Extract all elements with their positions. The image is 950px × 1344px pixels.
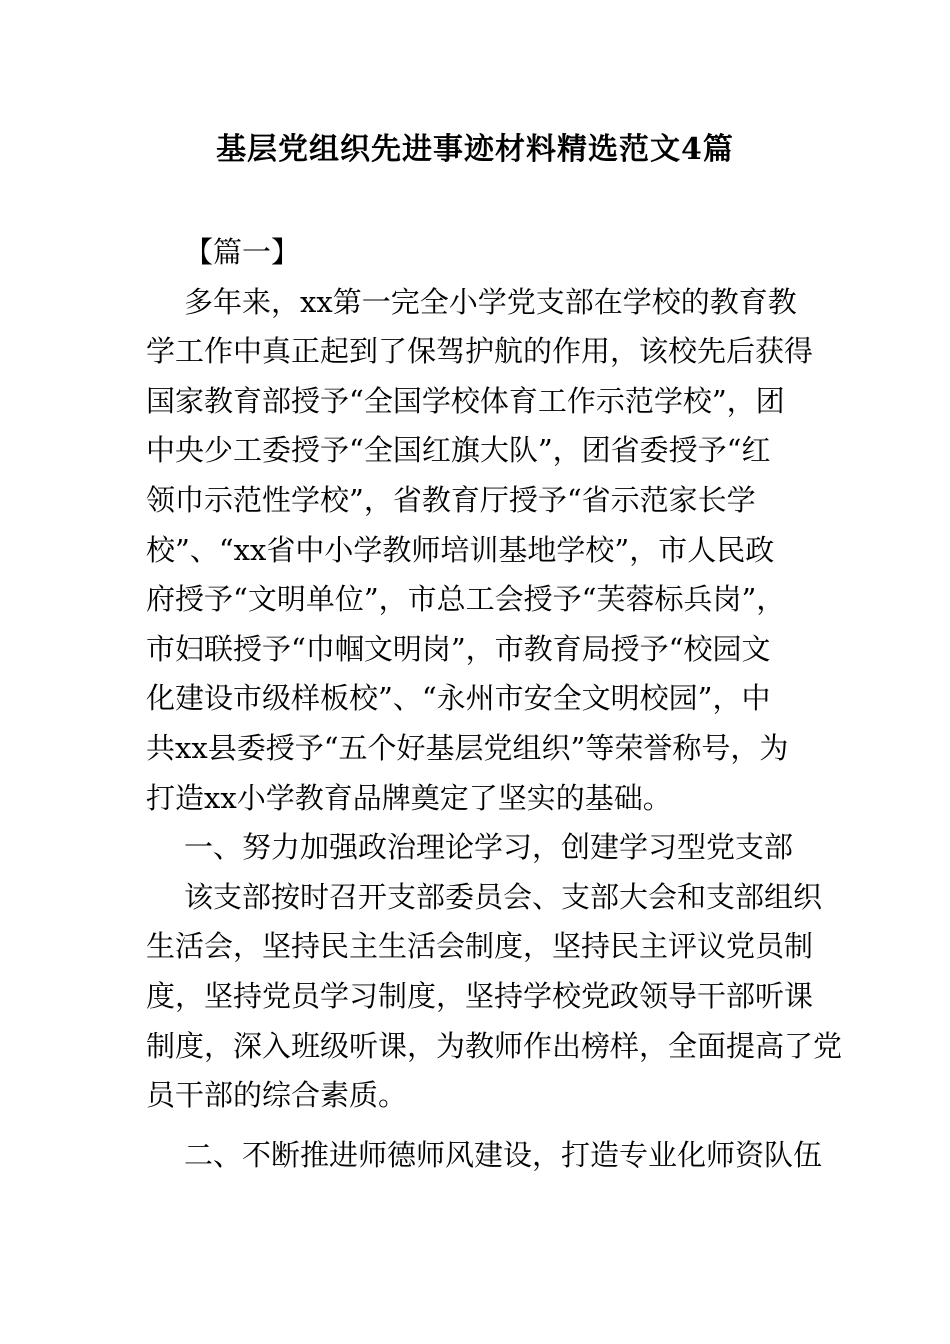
paragraph-line: 该支部按时召开支部委员会、支部大会和支部组织 [184,879,823,914]
paragraph-line: 生活会，坚持民主生活会制度，坚持民主评议党员制 [146,929,814,964]
document-body [146,228,843,1180]
paragraph-line: 校”、“xx省中小学教师培训基地学校”，市人民政 [146,532,775,567]
paragraph-line: 共xx县委授予“五个好基层党组织”等荣誉称号，为 [146,730,789,765]
paragraph-line: 多年来，xx第一完全小学党支部在学校的教育教 [184,284,797,319]
spacer [146,1121,816,1131]
paragraph-line: 化建设市级样板校”、“永州市安全文明校园”，中 [146,681,771,716]
section-heading: 二、不断推进师德师风建设，打造专业化师资队伍 [184,1137,823,1172]
paragraph-line: 员干部的综合素质。 [146,1078,408,1113]
paragraph-line: 国家教育部授予“全国学校体育工作示范学校”，团 [146,383,785,418]
section-heading: 一、努力加强政治理论学习，创建学习型党支部 [184,830,794,865]
paragraph-line: 府授予“文明单位”，市总工会授予“芙蓉标兵岗”， [146,582,786,617]
paragraph-line: 制度，深入班级听课，为教师作出榜样，全面提高了党 [146,1028,843,1063]
paragraph-line: 学工作中真正起到了保驾护航的作用，该校先后获得 [146,334,814,369]
document-title: 基层党组织先进事迹材料精选范文4篇 [216,132,734,167]
section-label: 【篇一】 [184,235,301,269]
paragraph-line: 中央少工委授予“全国红旗大队”，团省委授予“红 [146,433,771,468]
paragraph-line: 度，坚持党员学习制度，坚持学校党政领导干部听课 [146,978,814,1013]
paragraph-line: 领巾示范性学校”，省教育厅授予“省示范家长学 [146,482,756,517]
paragraph-line: 市妇联授予“巾帼文明岗”，市教育局授予“校园文 [146,631,771,666]
paragraph-line: 打造xx小学教育品牌奠定了坚实的基础。 [146,780,672,815]
